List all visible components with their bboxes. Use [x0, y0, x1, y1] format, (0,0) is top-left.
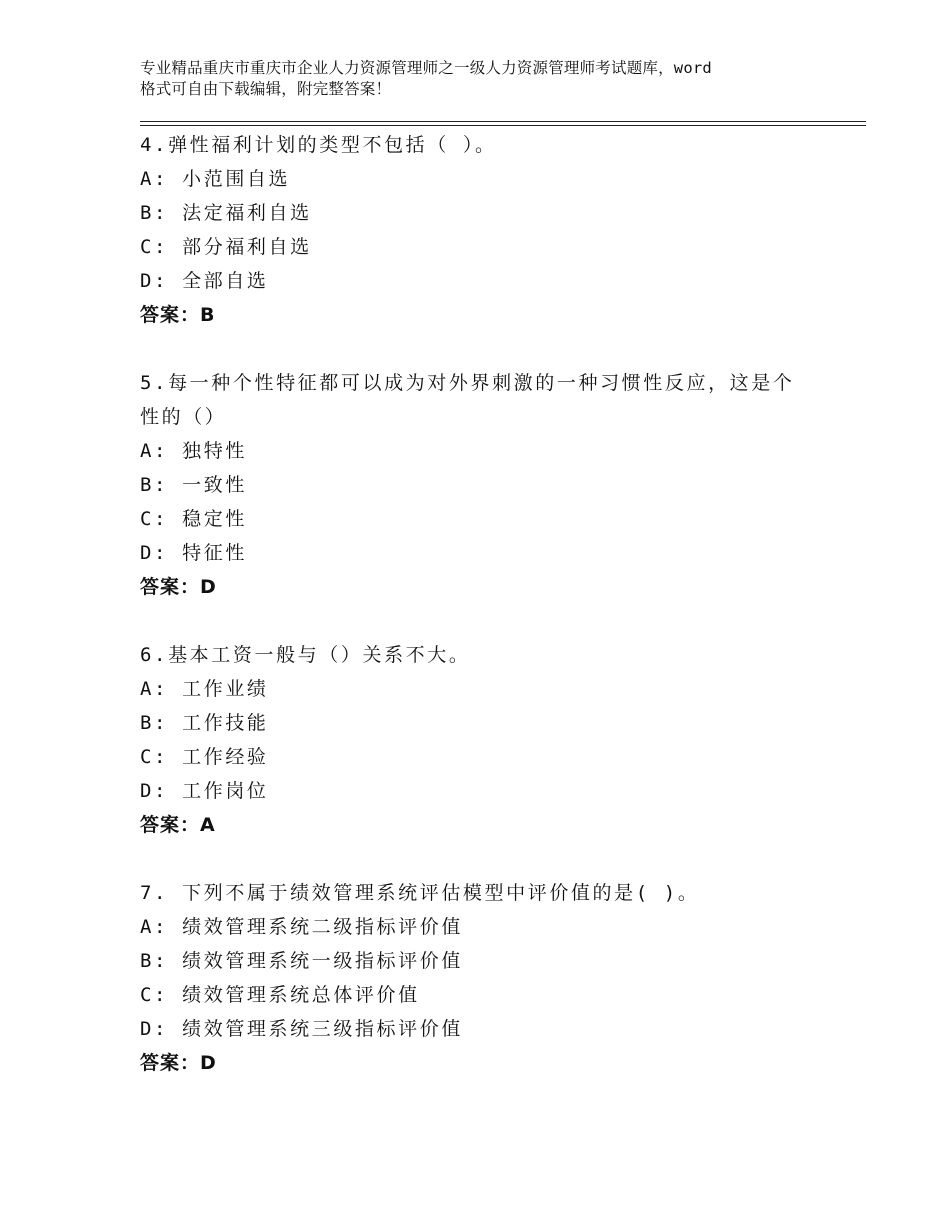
question-6: [140, 638, 840, 842]
question-list: [140, 128, 840, 1114]
header-divider-bottom: [140, 125, 866, 126]
option-a: A: 小范围自选: [140, 168, 291, 190]
option-d: D: 特征性: [140, 542, 247, 564]
answer-label: 答案：B: [140, 304, 216, 326]
option-c: C: 稳定性: [140, 508, 247, 530]
question-stem: 6.基本工资一般与（）关系不大。: [140, 644, 471, 666]
answer-label: 答案：D: [140, 1052, 217, 1074]
question-stem: 7. 下列不属于绩效管理系统评估模型中评价值的是( )。: [140, 882, 700, 904]
question-stem: 5.每一种个性特征都可以成为对外界刺激的一种习惯性反应，这是个: [140, 372, 795, 394]
question-stem: 4.弹性福利计划的类型不包括（ ）。: [140, 134, 497, 156]
option-a: A: 独特性: [140, 440, 247, 462]
answer-label: 答案：A: [140, 814, 216, 836]
option-a: A: 工作业绩: [140, 678, 269, 700]
option-c: C: 部分福利自选: [140, 236, 312, 258]
document-header: [140, 58, 840, 100]
answer-label: 答案：D: [140, 576, 217, 598]
option-b: B: 一致性: [140, 474, 247, 496]
header-divider-top: [140, 121, 866, 122]
question-7: [140, 876, 840, 1080]
header-line-2: 格式可自由下载编辑，附完整答案！: [140, 80, 392, 98]
option-b: B: 绩效管理系统一级指标评价值: [140, 950, 463, 972]
option-a: A: 绩效管理系统二级指标评价值: [140, 916, 463, 938]
option-c: C: 工作经验: [140, 746, 269, 768]
option-d: D: 工作岗位: [140, 780, 269, 802]
question-4: [140, 128, 840, 332]
option-b: B: 工作技能: [140, 712, 269, 734]
option-d: D: 全部自选: [140, 270, 269, 292]
header-line-1: 专业精品重庆市重庆市企业人力资源管理师之一级人力资源管理师考试题库，word: [140, 59, 712, 77]
option-c: C: 绩效管理系统总体评价值: [140, 984, 420, 1006]
option-b: B: 法定福利自选: [140, 202, 312, 224]
question-stem-continued: 性的（）: [140, 406, 227, 428]
question-5: [140, 366, 840, 604]
option-d: D: 绩效管理系统三级指标评价值: [140, 1018, 463, 1040]
